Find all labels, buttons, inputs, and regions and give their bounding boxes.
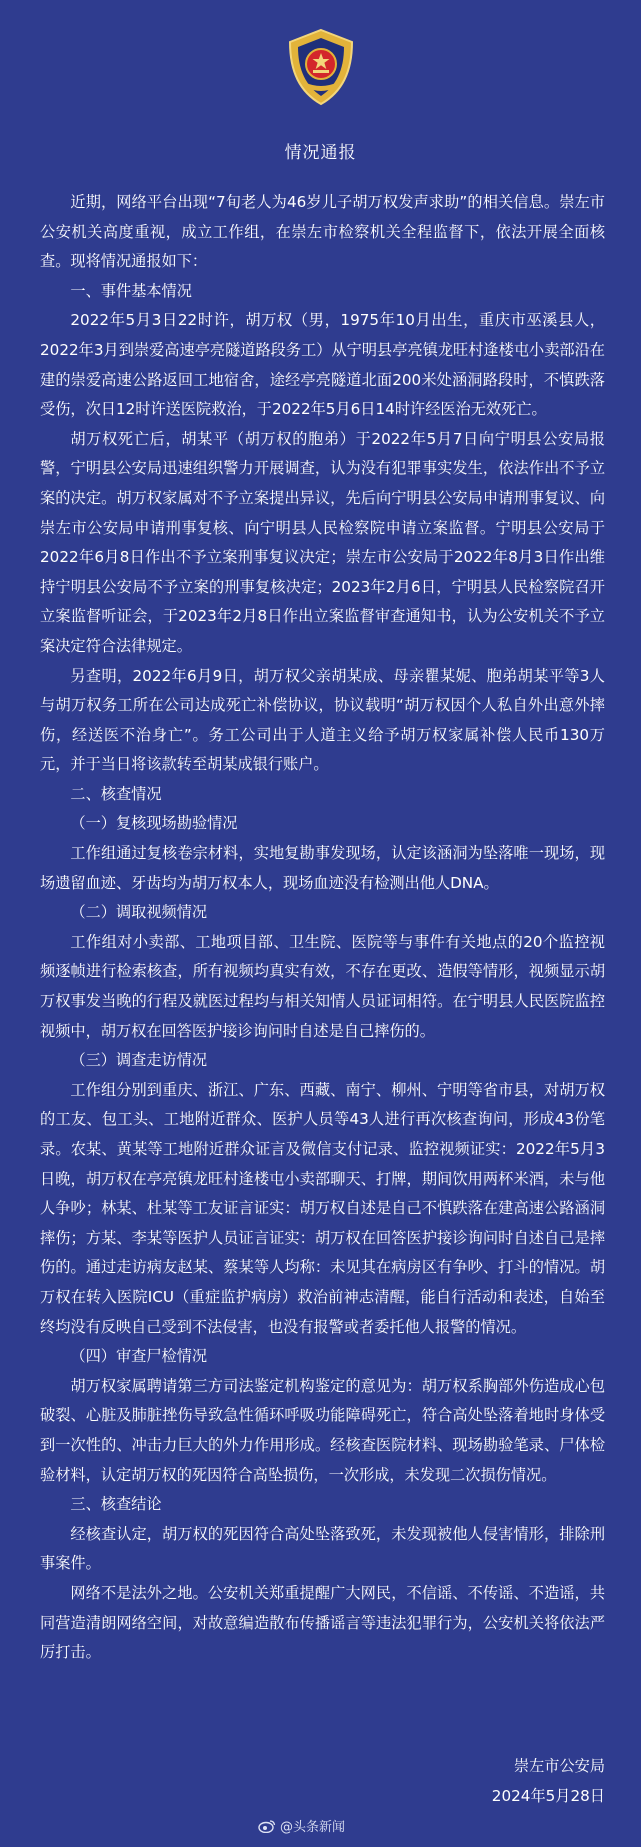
subsection-heading: （二）调取视频情况 — [70, 903, 208, 922]
paragraph: 另查明，2022年6月9日，胡万权父亲胡某成、母亲瞿某妮、胞弟胡某平等3人与胡万权务工所在公司达成死亡补偿协议，协议载明“胡万权因个人私自外出意外摔伤，经送医不治身亡”。务工公司出于人道主义给予胡万权家属补偿人民币130万元，并于当日将该款转至胡某成银行账户。 — [40, 666, 605, 774]
watermark-text: @头条新闻 — [280, 1820, 346, 1835]
weibo-icon — [258, 1819, 276, 1833]
paragraph: 经核查认定，胡万权的死因符合高处坠落致死，未发现被他人侵害情形，排除刑事案件。 — [40, 1524, 605, 1573]
paragraph: 胡万权家属聘请第三方司法鉴定机构鉴定的意见为：胡万权系胸部外伤造成心包破裂、心脏及肺脏挫伤导致急性循环呼吸功能障碍死亡，符合高处坠落着地时身体受到一次性的、冲击力巨大的外力作用形成。经核查医院材料、现场勘验笔录、尸体检验材料，认定胡万权的死因符合高坠损伤，一次形成，未发现二次损伤情况。 — [40, 1376, 605, 1484]
signature-block — [492, 1752, 605, 1811]
paragraph: 工作组分别到重庆、浙江、广东、西藏、南宁、柳州、宁明等省市县，对胡万权的工友、包工头、工地附近群众、医护人员等43人进行再次核查询问，形成43份笔录。农某、黄某等工地附近群众证言及微信支付记录、监控视频证实：2022年5月3日晚，胡万权在亭亮镇龙旺村逢楼屯小卖部聊天、打牌，期间饮用两杯米酒，未与他人争吵；林某、杜某等工友证言证实：胡万权自述是自己不慎跌落在建高速公路涵洞摔伤；方某、李某等医护人员证言证实：胡万权在回答医护接诊询问时自述自己是摔伤的。通过走访病友赵某、蔡某等人均称：未见其在病房区有争吵、打斗的情况。胡万权在转入医院ICU（重症监护病房）救治前神志清醒，能自行活动和表述，自始至终均没有反映自己受到不法侵害，也没有报警或者委托他人报警的情况。 — [40, 1080, 605, 1336]
notice-title: 情况通报 — [284, 143, 357, 163]
notice-body — [40, 188, 605, 1668]
subsection-heading: （四）审查尸检情况 — [70, 1347, 208, 1366]
source-watermark — [258, 1816, 345, 1835]
section-heading: 三、核查结论 — [70, 1495, 162, 1514]
paragraph: 胡万权死亡后，胡某平（胡万权的胞弟）于2022年5月7日向宁明县公安局报警，宁明县公安局迅速组织警力开展调查，认为没有犯罪事实发生，依法作出不予立案的决定。胡万权家属对不予立案提出异议，先后向宁明县公安局申请刑事复议、向崇左市公安局申请刑事复核、向宁明县人民检察院申请立案监督。宁明县公安局于2022年6月8日作出不予立案刑事复议决定；崇左市公安局于2022年8月3日作出维持宁明县公安局不予立案的刑事复核决定；2023年2月6日，宁明县人民检察院召开立案监督听证会，于2023年2月8日作出立案监督审查通知书，认为公安机关不予立案决定符合法律规定。 — [40, 429, 605, 655]
paragraph: 网络不是法外之地。公安机关郑重提醒广大网民，不信谣、不传谣、不造谣，共同营造清朗网络空间，对故意编造散布传播谣言等违法犯罪行为，公安机关将依法严厉打击。 — [40, 1583, 605, 1662]
section-heading: 二、核查情况 — [70, 784, 162, 803]
police-emblem-icon — [282, 26, 360, 108]
signature-date: 2024年5月28日 — [491, 1786, 605, 1805]
subsection-heading: （一）复核现场勘验情况 — [70, 814, 238, 833]
subsection-heading: （三）调查走访情况 — [70, 1051, 208, 1070]
signature-org: 崇左市公安局 — [513, 1757, 605, 1775]
paragraph: 近期，网络平台出现“7旬老人为46岁儿子胡万权发声求助”的相关信息。崇左市公安机关高度重视，成立工作组，在崇左市检察机关全程监督下，依法开展全面核查。现将情况通报如下： — [40, 193, 605, 271]
section-heading: 一、事件基本情况 — [70, 281, 192, 300]
paragraph: 工作组对小卖部、工地项目部、卫生院、医院等与事件有关地点的20个监控视频逐帧进行检索核查，所有视频均真实有效，不存在更改、造假等情形，视频显示胡万权事发当晚的行程及就医过程均与相关知情人员证词相符。在宁明县人民医院监控视频中，胡万权在回答医护接诊询问时自述是自己摔伤的。 — [40, 932, 605, 1040]
paragraph: 2022年5月3日22时许，胡万权（男，1975年10月出生，重庆市巫溪县人，2022年3月到崇爱高速亭亮隧道路段务工）从宁明县亭亮镇龙旺村逢楼屯小卖部沿在建的崇爱高速公路返回工地宿舍，途经亭亮隧道北面200米处涵洞路段时，不慎跌落受伤，次日12时许送医院救治，于2022年5月6日14时许经医治无效死亡。 — [40, 311, 605, 419]
paragraph: 工作组通过复核卷宗材料，实地复勘事发现场，认定该涵洞为坠落唯一现场，现场遗留血迹、牙齿均为胡万权本人，现场血迹没有检测出他人DNA。 — [40, 844, 605, 892]
